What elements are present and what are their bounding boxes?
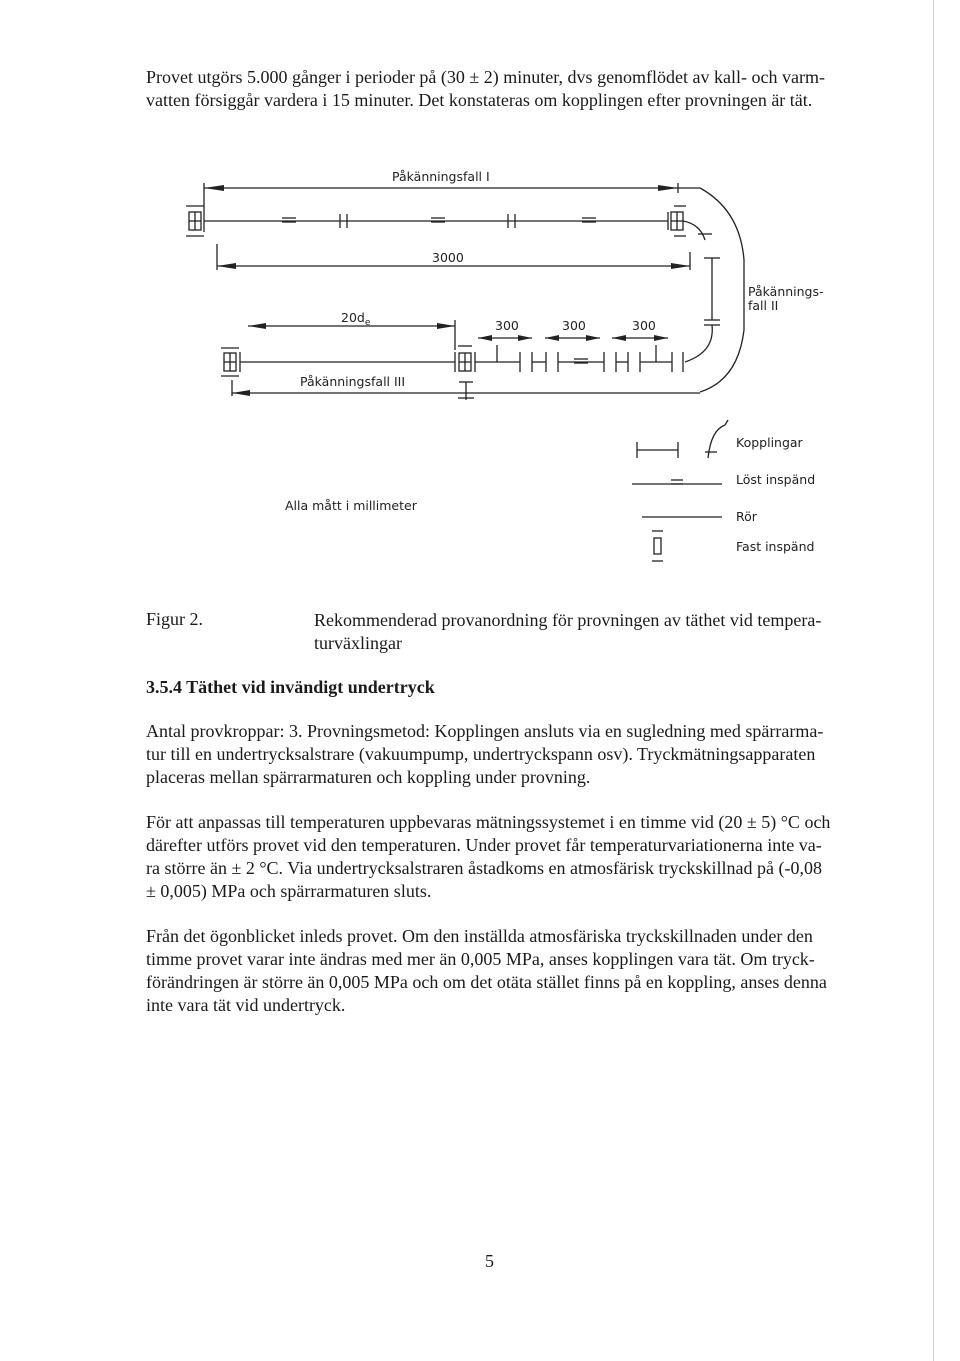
- p3-line-4: inte vara tät vid undertryck.: [146, 995, 346, 1015]
- load-case-2-label-line-2: fall II: [748, 298, 779, 313]
- load-case-1-label: Påkänningsfall I: [392, 169, 490, 184]
- intro-line-1: Provet utgörs 5.000 gånger i perioder på (30 ± 2) minuter, dvs genomflödet av kall- och varm-: [146, 67, 825, 87]
- page-number: 5: [485, 1251, 494, 1271]
- dimension-300-label-b: 300: [562, 318, 586, 333]
- p3-line-3: förändringen är större än 0,005 MPa och om det otäta stället finns på en koppling, anses denna: [146, 972, 827, 992]
- figure-caption-line-1: Rekommenderad provanordning för provningen av täthet vid tempera-: [314, 610, 822, 630]
- dimension-300-label-a: 300: [495, 318, 519, 333]
- p1-line-2: tur till en undertrycksalstrare (vakuumpump, undertryckspann osv). Tryckmätningsapparaten: [146, 744, 816, 764]
- figure-number: Figur 2.: [146, 609, 204, 629]
- intro-paragraph: [146, 66, 825, 112]
- section-paragraph-3: [146, 925, 827, 1017]
- p1-line-1: Antal provkroppar: 3. Provningsmetod: Kopplingen ansluts via en sugledning med spärrarma-: [146, 721, 824, 741]
- intro-line-2: vatten försiggår vardera i 15 minuter. Det konstateras om kopplingen efter provningen är tät.: [146, 90, 813, 110]
- legend-loose-label: Löst inspänd: [736, 472, 816, 487]
- section-heading: 3.5.4 Täthet vid invändigt undertryck: [146, 677, 435, 697]
- p3-line-1: Från det ögonblicket inleds provet. Om den inställda atmosfäriska tryckskillnaden under den: [146, 926, 813, 946]
- load-case-3-label: Påkänningsfall III: [300, 374, 406, 389]
- dimension-300-label-c: 300: [632, 318, 656, 333]
- legend-couplings-label: Kopplingar: [736, 435, 803, 450]
- figure-caption: [314, 609, 821, 655]
- legend-fixed-label: Fast inspänd: [736, 539, 815, 554]
- p3-line-2: timme provet varar inte ändras med mer än 0,005 MPa, anses kopplingen vara tät. Om tryck-: [146, 949, 815, 969]
- dimension-3000-label: 3000: [432, 250, 464, 265]
- p2-line-4: ± 0,005) MPa och spärrarmaturen sluts.: [146, 881, 432, 901]
- legend-pipe-label: Rör: [736, 509, 757, 524]
- p2-line-2: därefter utförs provet vid den temperaturen. Under provet får temperaturvariationerna inte va-: [146, 835, 822, 855]
- test-arrangement-diagram: [0, 160, 960, 580]
- p1-line-3: placeras mellan spärrarmaturen och koppling under provning.: [146, 767, 591, 787]
- p2-line-1: För att anpassas till temperaturen uppbevaras mätningssystemet i en timme vid (20 ± 5) °C och: [146, 812, 831, 832]
- section-paragraph-2: [146, 811, 830, 903]
- section-paragraph-1: [146, 720, 823, 789]
- dimension-20de-label: $20d_e$: [341, 310, 371, 328]
- units-note: Alla mått i millimeter: [285, 498, 417, 513]
- load-case-2-label-line-1: Påkännings-: [748, 284, 824, 299]
- p2-line-3: ra större än ± 2 °C. Via undertrycksalstraren åstadkoms en atmosfärisk tryckskillnad på (-0,08: [146, 858, 822, 878]
- figure-caption-line-2: turväxlingar: [314, 633, 402, 653]
